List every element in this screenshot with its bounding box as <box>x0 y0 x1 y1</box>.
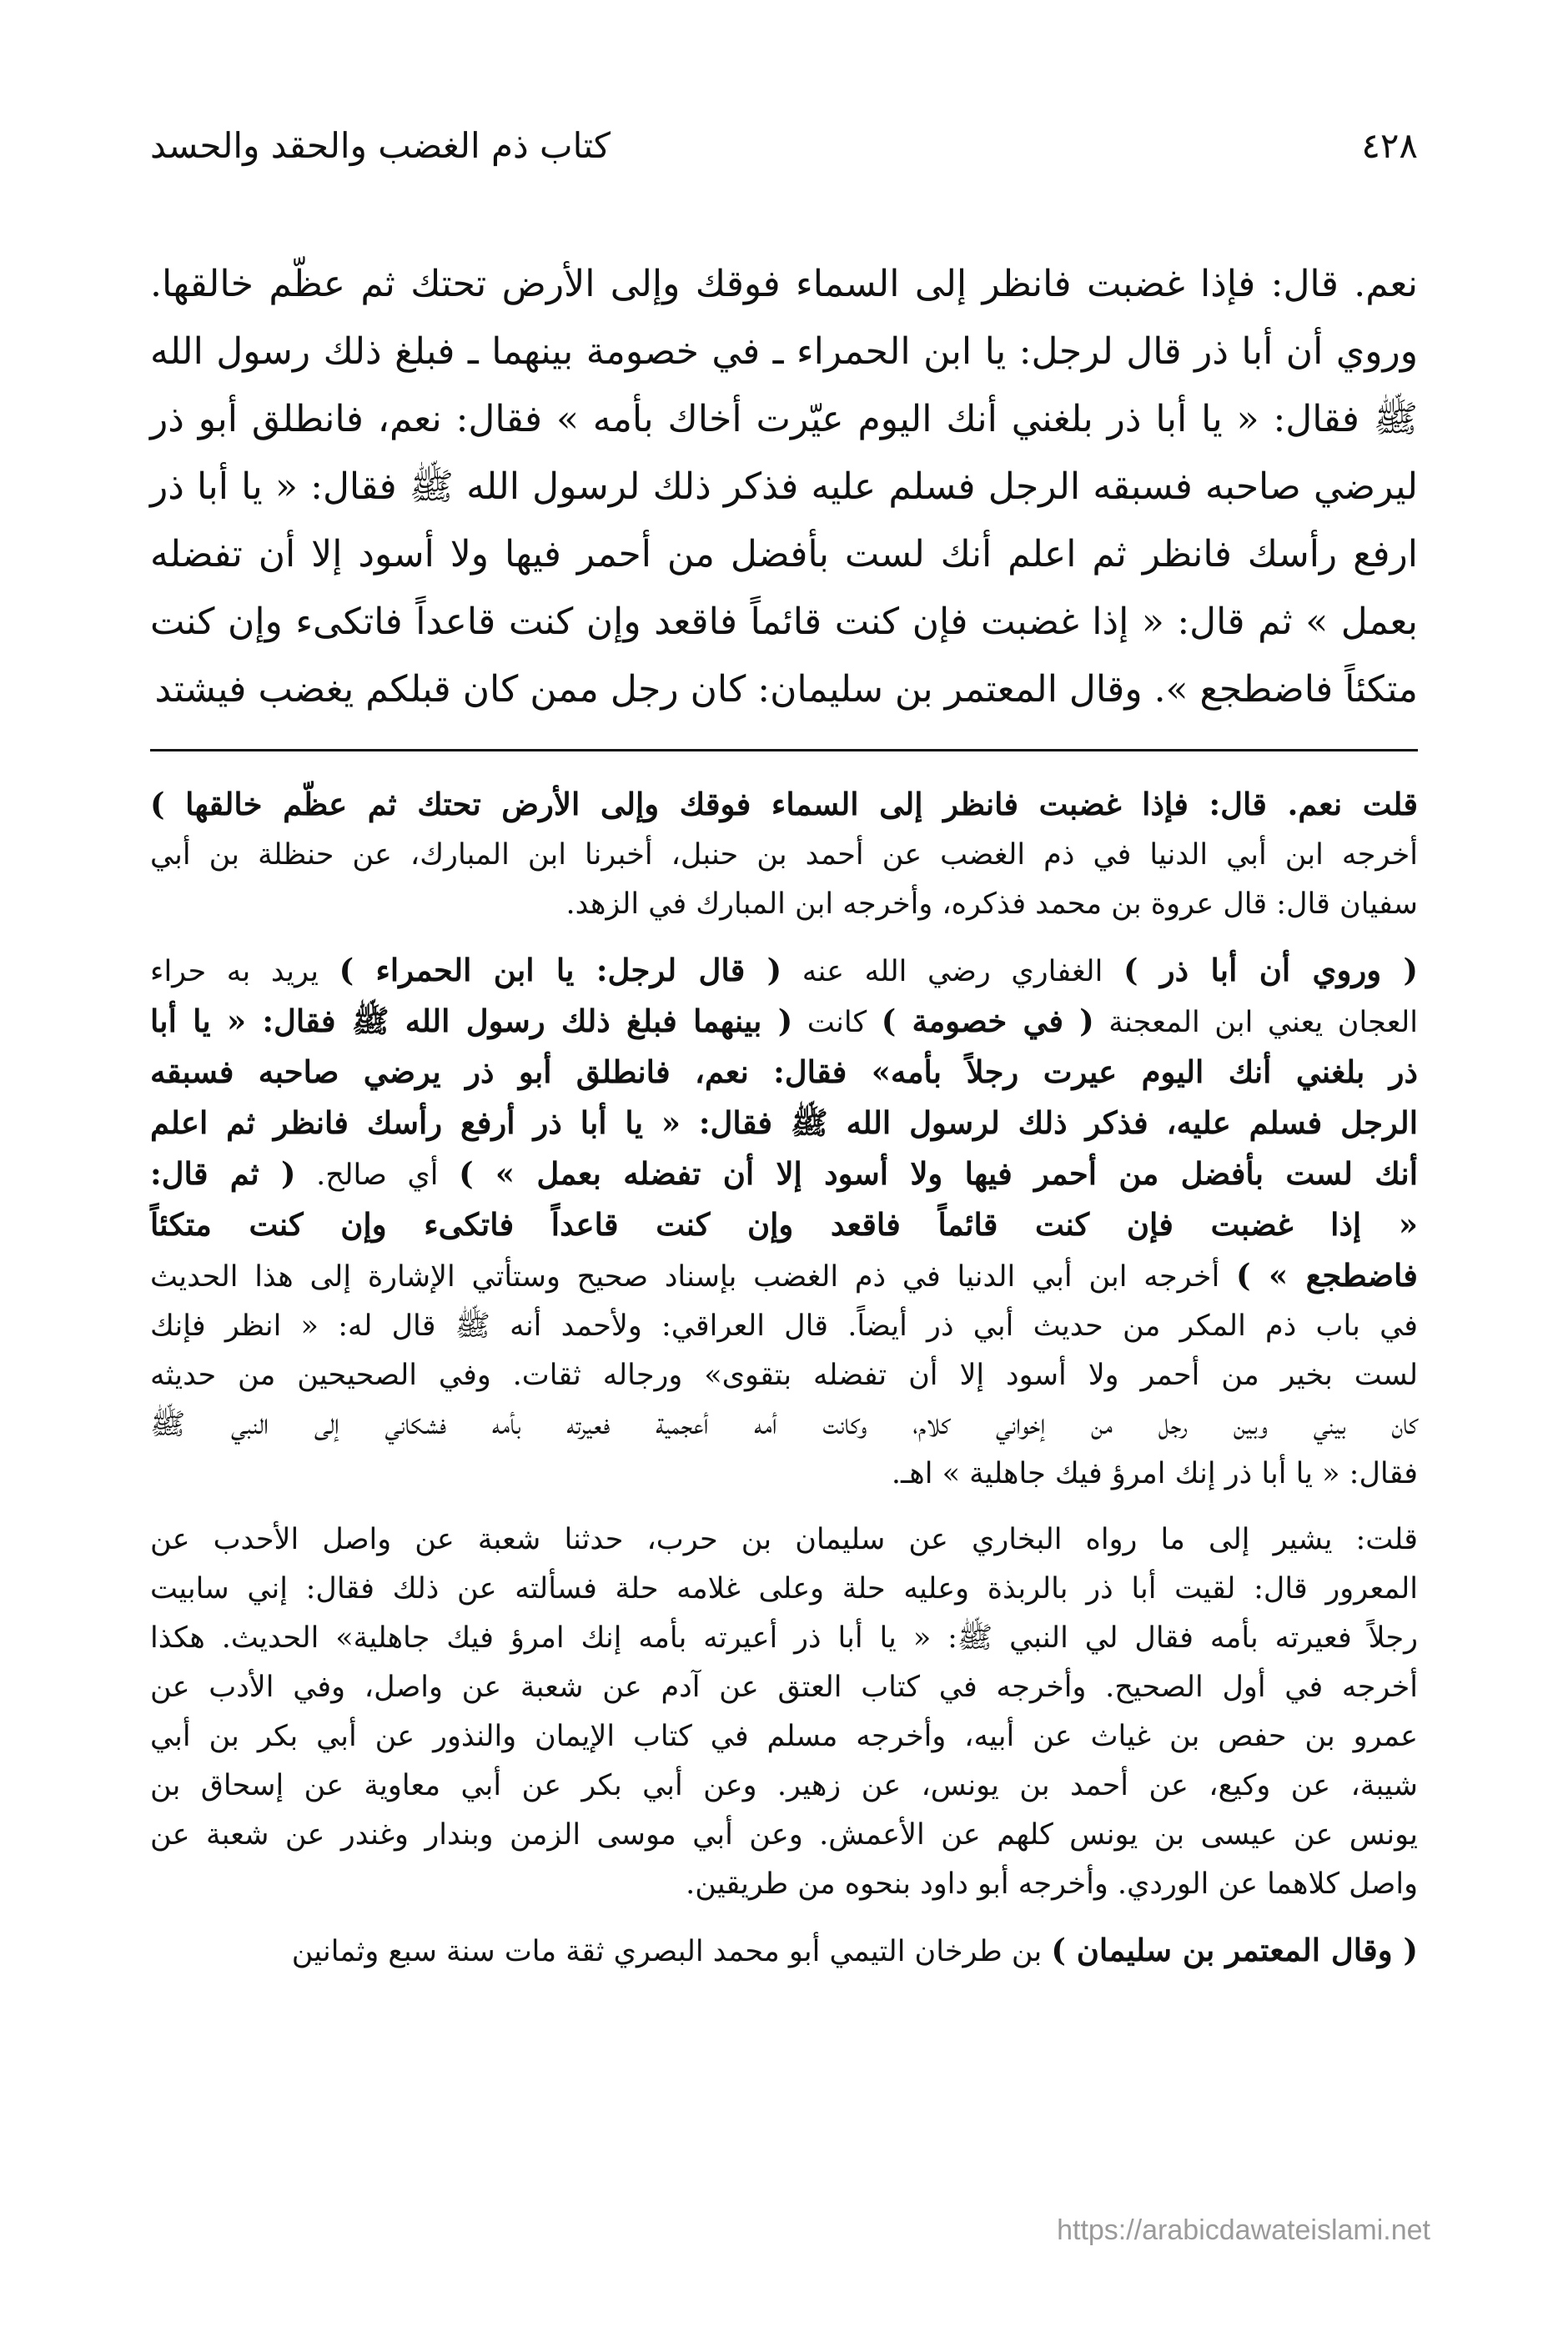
main-line: ارفع رأسك فانظر ثم اعلم أنك لست بأفضل من أحمر فيها ولا أسود إلا أن تفضله <box>150 533 1418 575</box>
commentary-line: فقال: « يا أبا ذر إنك امرؤ فيك جاهلية » اهـ. <box>891 1457 1418 1490</box>
main-line: متكئاً فاضطجع ». وقال المعتمر بن سليمان: كان رجل ممن كان قبلكم يغضب فيشتد <box>154 668 1418 711</box>
commentary-line: عمرو بن حفص بن غياث عن أبيه، وأخرجه مسلم في كتاب الإيمان والنذور عن أبي بكر بن أبي <box>150 1720 1418 1753</box>
quoted-text: ذر بلغني أنك اليوم عيرت رجلاً بأمه» فقال: نعم، فانطلق أبو ذر يرضي صاحبه فسبقه <box>150 1053 1418 1090</box>
commentary-line <box>150 1149 1418 1200</box>
quoted-text: ( وروي أن أبا ذر ) <box>1123 952 1418 988</box>
quoted-text: قلت نعم. قال: فإذا غضبت فانظر إلى السماء فوقك وإلى الأرض تحتك ثم عظّم خالقها ) <box>150 786 1419 822</box>
main-line: بعمل » ثم قال: « إذا غضبت فإن كنت قائماً فاقعد وإن كنت قاعداً فاتكىء وإن كنت <box>150 601 1418 643</box>
commentary-line <box>150 1048 1418 1098</box>
running-title: كتاب ذم الغضب والحقد والحسد <box>150 125 611 166</box>
commentary-line: كان بيني وبين رجل من إخواني كلام، وكانت أمه أعجمية فعيرته بأمه فشكاني إلى النبي ﷺ <box>150 1408 1418 1441</box>
commentary-line: أخرجه ابن أبي الدنيا في ذم الغضب عن أحمد بن حنبل، أخبرنا ابن المبارك، عن حنظلة بن أبي <box>150 838 1418 872</box>
commentary-line: سفيان قال: قال عروة بن محمد فذكره، وأخرجه ابن المبارك في الزهد. <box>565 887 1418 921</box>
commentary-line <box>150 1926 1418 1977</box>
commentary-line: شيبة، عن وكيع، عن أحمد بن يونس، عن زهير. وعن أبي بكر عن أبي معاوية عن إسحاق بن <box>150 1769 1418 1802</box>
commentary-text: العجان يعني ابن المعجنة <box>1093 1006 1418 1039</box>
commentary-line <box>150 1200 1418 1251</box>
commentary-line: في باب ذم المكر من حديث أبي ذر أيضاً. قال العراقي: ولأحمد أنه ﷺ قال له: « انظر فإنك <box>150 1309 1418 1343</box>
quoted-text: ( قال لرجل: يا ابن الحمراء ) <box>339 952 782 988</box>
quoted-text: أنك لست بأفضل من أحمر فيها ولا أسود إلا أن تفضله بعمل » ) <box>459 1155 1418 1192</box>
main-text <box>150 250 1418 723</box>
quoted-text: « إذا غضبت فإن كنت قائماً فاقعد وإن كنت قاعداً فاتكىء وإن كنت متكئاً <box>150 1206 1418 1243</box>
main-line: وروي أن أبا ذر قال لرجل: يا ابن الحمراء ـ في خصومة بينهما ـ فبلغ ذلك رسول الله <box>150 330 1418 373</box>
commentary-line: لست بخير من أحمر ولا أسود إلا أن تفضله بتقوى» ورجاله ثقات. وفي الصحيحين من حديثه <box>150 1359 1418 1392</box>
commentary-text: الغفاري رضي الله عنه <box>781 955 1123 988</box>
commentary-line: أخرجه في أول الصحيح. وأخرجه في كتاب العتق عن آدم عن شعبة عن واصل، وفي الأدب عن <box>150 1671 1418 1704</box>
commentary-line: واصل كلاهما عن الوردي. وأخرجه أبو داود بنحوه من طريقين. <box>686 1867 1418 1901</box>
commentary-block-4 <box>150 1926 1418 1977</box>
main-line: ليرضي صاحبه فسبقه الرجل فسلم عليه فذكر ذلك لرسول الله ﷺ فقال: « يا أبا ذر <box>150 465 1418 508</box>
quoted-text: فاضطجع » ) <box>1236 1257 1418 1294</box>
commentary-line <box>150 1251 1418 1302</box>
commentary-line <box>150 997 1418 1048</box>
commentary-text: يريد به حراء <box>150 955 339 988</box>
commentary-line: يونس عن عيسى بن يونس كلهم عن الأعمش. وعن أبي موسى الزمن وبندار وغندر عن شعبة عن <box>150 1818 1418 1852</box>
page-header <box>150 125 1418 166</box>
commentary-line <box>150 1098 1418 1149</box>
quoted-text: ( بينهما فبلغ ذلك رسول الله ﷺ فقال: « يا أبا <box>150 1003 793 1039</box>
section-divider <box>150 749 1418 751</box>
commentary-block-3 <box>150 1515 1418 1909</box>
commentary-text: أي صالح. <box>295 1158 460 1192</box>
commentary-line <box>150 780 1418 831</box>
main-line: نعم. قال: فإذا غضبت فانظر إلى السماء فوقك وإلى الأرض تحتك ثم عظّم خالقها. <box>150 263 1418 305</box>
commentary <box>150 780 1418 1993</box>
commentary-line: قلت: يشير إلى ما رواه البخاري عن سليمان بن حرب، حدثنا شعبة عن واصل الأحدب عن <box>150 1523 1418 1556</box>
watermark-url: https://arabicdawateislami.net <box>1057 2214 1430 2246</box>
quoted-text: ( ثم قال: <box>150 1155 296 1192</box>
commentary-block-2 <box>150 946 1418 1499</box>
commentary-block-1 <box>150 780 1418 929</box>
main-line: ﷺ فقال: « يا أبا ذر بلغني أنك اليوم عيّرت أخاك بأمه » فقال: نعم، فانطلق أبو ذر <box>150 398 1418 440</box>
commentary-line: رجلاً فعيرته بأمه فقال لي النبي ﷺ: « يا أبا ذر أعيرته بأمه إنك امرؤ فيك جاهلية» الحديث. هكذا <box>150 1621 1418 1655</box>
commentary-text: بن طرخان التيمي أبو محمد البصري ثقة مات سنة سبع وثمانين <box>291 1935 1052 1968</box>
commentary-line <box>150 946 1418 997</box>
commentary-text: كانت <box>792 1006 882 1039</box>
quoted-text: ( في خصومة ) <box>881 1003 1094 1039</box>
page-number: ٤٢٨ <box>1361 125 1418 166</box>
quoted-text: ( وقال المعتمر بن سليمان ) <box>1051 1932 1418 1968</box>
commentary-line: المعرور قال: لقيت أبا ذر بالربذة وعليه حلة وعلى غلامه حلة فسألته عن ذلك فقال: إني سابيت <box>150 1572 1418 1606</box>
quoted-text: الرجل فسلم عليه، فذكر ذلك لرسول الله ﷺ فقال: « يا أبا ذر أرفع رأسك فانظر ثم اعلم <box>150 1104 1418 1141</box>
commentary-text: أخرجه ابن أبي الدنيا في ذم الغضب بإسناد صحيح وستأتي الإشارة إلى هذا الحديث <box>150 1260 1237 1294</box>
